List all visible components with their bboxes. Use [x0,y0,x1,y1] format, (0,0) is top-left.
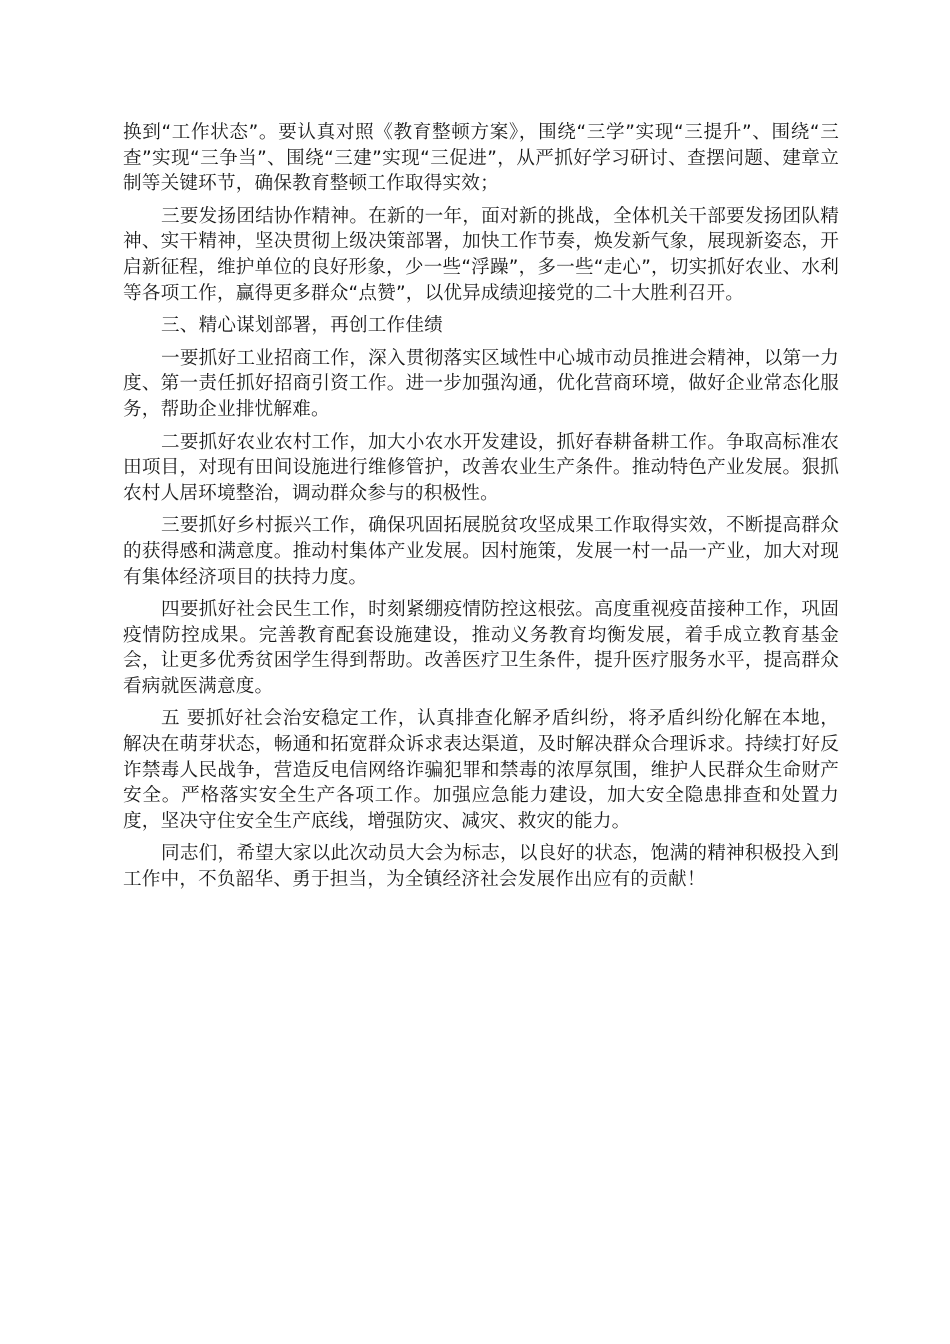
paragraph-public-security: 五 要抓好社会治安稳定工作，认真排查化解矛盾纠纷，将矛盾纠纷化解在本地，解决在萌芽状态，畅通和拓宽群众诉求表达渠道，及时解决群众合理诉求。持续打好反诈禁毒人民战争，营造反电信网络诈骗犯罪和禁毒的浓厚氛围，维护人民群众生命财产安全。严格落实安全生产各项工作。加强应急能力建设，加大安全隐患排查和处置力度，坚决守住安全生产底线，增强防灾、减灾、救灾的能力。 [123,708,839,832]
paragraph-closing: 同志们，希望大家以此次动员大会为标志，以良好的状态，饱满的精神积极投入到工作中，不负韶华、勇于担当，为全镇经济社会发展作出应有的贡献！ [123,843,839,891]
section-heading-3: 三、精心谋划部署，再创工作佳绩 [161,315,443,337]
paragraph-agriculture: 二要抓好农业农村工作，加大小农水开发建设，抓好春耕备耕工作。争取高标准农田项目，对现有田间设施进行维修管护，改善农业生产条件。推动特色产业发展。狠抓农村人居环境整治，调动群众参与的积极性。 [123,431,839,504]
paragraph-continuation: 换到“工作状态”。要认真对照《教育整顿方案》，围绕“三学”实现“三提升”、围绕“三查”实现“三争当”、围绕“三建”实现“三促进”，从严抓好学习研讨、查摆问题、建章立制等关键环节，确保教育整顿工作取得实效； [123,122,839,195]
paragraph-industry-investment: 一要抓好工业招商工作，深入贯彻落实区域性中心城市动员推进会精神，以第一力度、第一责任抓好招商引资工作。进一步加强沟通，优化营商环境，做好企业常态化服务，帮助企业排忧解难。 [123,347,839,420]
paragraph-unity-spirit: 三要发扬团结协作精神。在新的一年，面对新的挑战，全体机关干部要发扬团队精神、实干精神，坚决贯彻上级决策部署，加快工作节奏，焕发新气象，展现新姿态，开启新征程，维护单位的良好形象，少一些“浮躁”，多一些“走心”，切实抓好农业、水利等各项工作，赢得更多群众“点赞”，以优异成绩迎接党的二十大胜利召开。 [123,205,839,304]
document-body [123,120,839,900]
paragraph-social-livelihood: 四要抓好社会民生工作，时刻紧绷疫情防控这根弦。高度重视疫苗接种工作，巩固疫情防控成果。完善教育配套设施建设，推动义务教育均衡发展，着手成立教育基金会，让更多优秀贫困学生得到帮助。改善医疗卫生条件，提升医疗服务水平，提高群众看病就医满意度。 [123,599,839,697]
paragraph-rural-revitalization: 三要抓好乡村振兴工作，确保巩固拓展脱贫攻坚成果工作取得实效，不断提高群众的获得感和满意度。推动村集体产业发展。因村施策，发展一村一品一产业，加大对现有集体经济项目的扶持力度。 [123,515,839,588]
